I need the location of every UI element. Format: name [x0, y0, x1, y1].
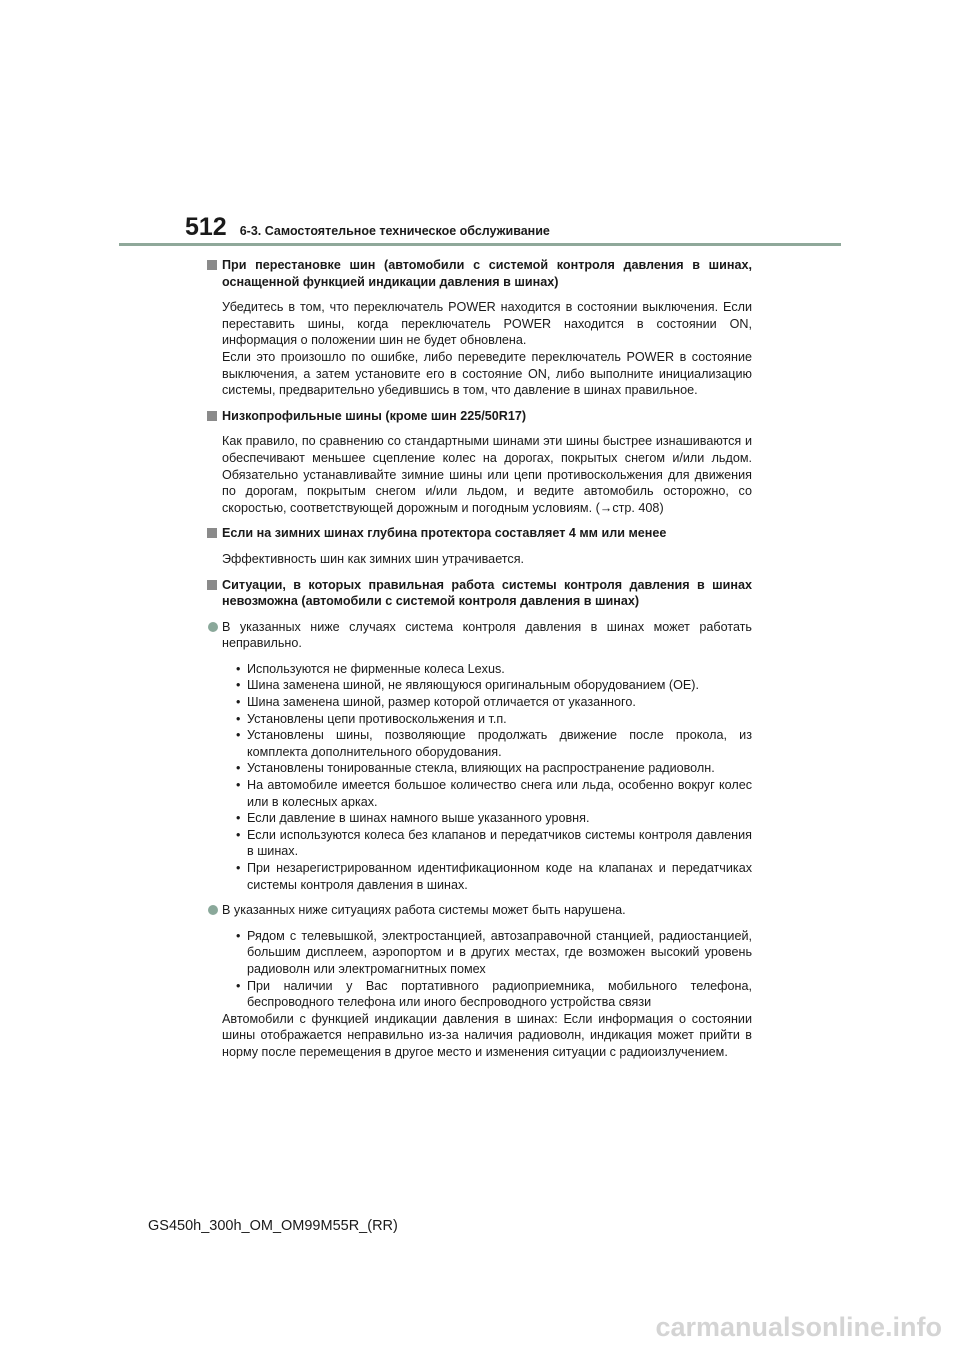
section-title: 6-3. Самостоятельное техническое обслуживание: [239, 224, 550, 238]
circle-item-text: В указанных ниже случаях система контроля давления в шинах может работать неправильно.: [222, 619, 752, 651]
bullet-list: [207, 661, 752, 893]
square-bullet-icon: [207, 411, 217, 421]
list-item: • Рядом с телевышкой, электростанцией, автозаправочной станцией, радиостанцией, большим дисплеем, аэропортом и в других местах, где возможен высокий уровень радиоволн или электромагнитных помех: [236, 928, 752, 978]
page-number: 512: [185, 213, 227, 241]
section-heading: [207, 257, 752, 290]
square-bullet-icon: [207, 528, 217, 538]
list-item: • Шина заменена шиной, не являющуюся оригинальным оборудованием (OE).: [236, 677, 752, 694]
list-item: • При наличии у Вас портативного радиоприемника, мобильного телефона, беспроводного телефона или иного беспроводного устройства связи: [236, 978, 752, 1011]
section-body: [207, 551, 752, 568]
main-content: [207, 257, 752, 1061]
section-heading: [207, 577, 752, 610]
circle-list-item: [207, 619, 752, 652]
heading-text: При перестановке шин (автомобили с системой контроля давления в шинах, оснащенной функцией индикации давления в шинах): [222, 258, 752, 289]
section-body: [207, 433, 752, 516]
paragraph: Эффективность шин как зимних шин утрачивается.: [222, 551, 525, 566]
note-paragraph: Автомобили с функцией индикации давления в шинах: Если информация о состоянии шины отображается неправильно из-за наличия радиоволн, индикация может прийти в норму после перемещения в другое место и изменения ситуации с радиоизлучением.: [222, 1011, 752, 1059]
paragraph: Убедитесь в том, что переключатель POWER находится в состоянии выключения. Если переставить шины, когда переключатель POWER находится в состоянии ON, информация о положении шин не будет обновлена.: [222, 300, 752, 348]
page-header: [185, 213, 550, 242]
footer-doc-code: GS450h_300h_OM_OM99M55R_(RR): [148, 1218, 398, 1234]
list-item: • Установлены шины, позволяющие продолжать движение после прокола, из комплекта дополнительного оборудования.: [236, 727, 752, 760]
circle-bullet-icon: [208, 905, 218, 915]
circle-item-text: В указанных ниже ситуациях работа системы может быть нарушена.: [222, 903, 626, 918]
list-item: • Установлены цепи противоскольжения и т.п.: [236, 711, 752, 728]
paragraph: Если это произошло по ошибке, либо переведите переключатель POWER в состояние выключения, а затем установите его в состояние ON, либо выполните инициализацию системы, предварительно убедившись в том, что давление в шинах правильное.: [222, 349, 752, 398]
heading-text: Ситуации, в которых правильная работа системы контроля давления в шинах невозможна (автомобили с системой контроля давления в шинах): [222, 577, 752, 609]
list-item: • Используются не фирменные колеса Lexus.: [236, 661, 752, 678]
list-item: • Если давление в шинах намного выше указанного уровня.: [236, 810, 752, 827]
list-item: • При незарегистрированном идентификационном коде на клапанах и передатчиках системы контроля давления в шинах.: [236, 860, 752, 893]
list-item: • На автомобиле имеется большое количество снега или льда, особенно вокруг колес или в колесных арках.: [236, 777, 752, 810]
list-item: • Шина заменена шиной, размер которой отличается от указанного.: [236, 694, 752, 711]
section-heading: [207, 408, 752, 425]
list-item: • Установлены тонированные стекла, влияющих на распространение радиоволн.: [236, 760, 752, 777]
heading-text: Низкопрофильные шины (кроме шин 225/50R17): [222, 408, 527, 423]
circle-bullet-icon: [208, 622, 218, 632]
list-item: • Если используются колеса без клапанов и передатчиков системы контроля давления в шинах.: [236, 827, 752, 860]
section-heading: [207, 525, 752, 542]
square-bullet-icon: [207, 580, 217, 590]
square-bullet-icon: [207, 260, 217, 270]
circle-list-item: [207, 902, 752, 919]
header-rule: [119, 243, 841, 246]
bullet-list: [207, 928, 752, 1011]
watermark: carmanualsonline.info: [655, 1312, 942, 1342]
paragraph: Как правило, по сравнению со стандартными шинами эти шины быстрее изнашиваются и обеспечивают меньшее сцепление колес на дорогах, покрытых снегом и/или льдом. Обязательно устанавливайте зимние шины или цепи противоскольжения для движения по дорогам, покрытым снегом и/или льдом, и ведите автомобиль осторожно, со скоростью, соответствующей дорожным и погодным условиям. (→стр. 408): [222, 434, 752, 515]
heading-text: Если на зимних шинах глубина протектора составляет 4 мм или менее: [222, 526, 667, 541]
section-body: [207, 299, 752, 399]
